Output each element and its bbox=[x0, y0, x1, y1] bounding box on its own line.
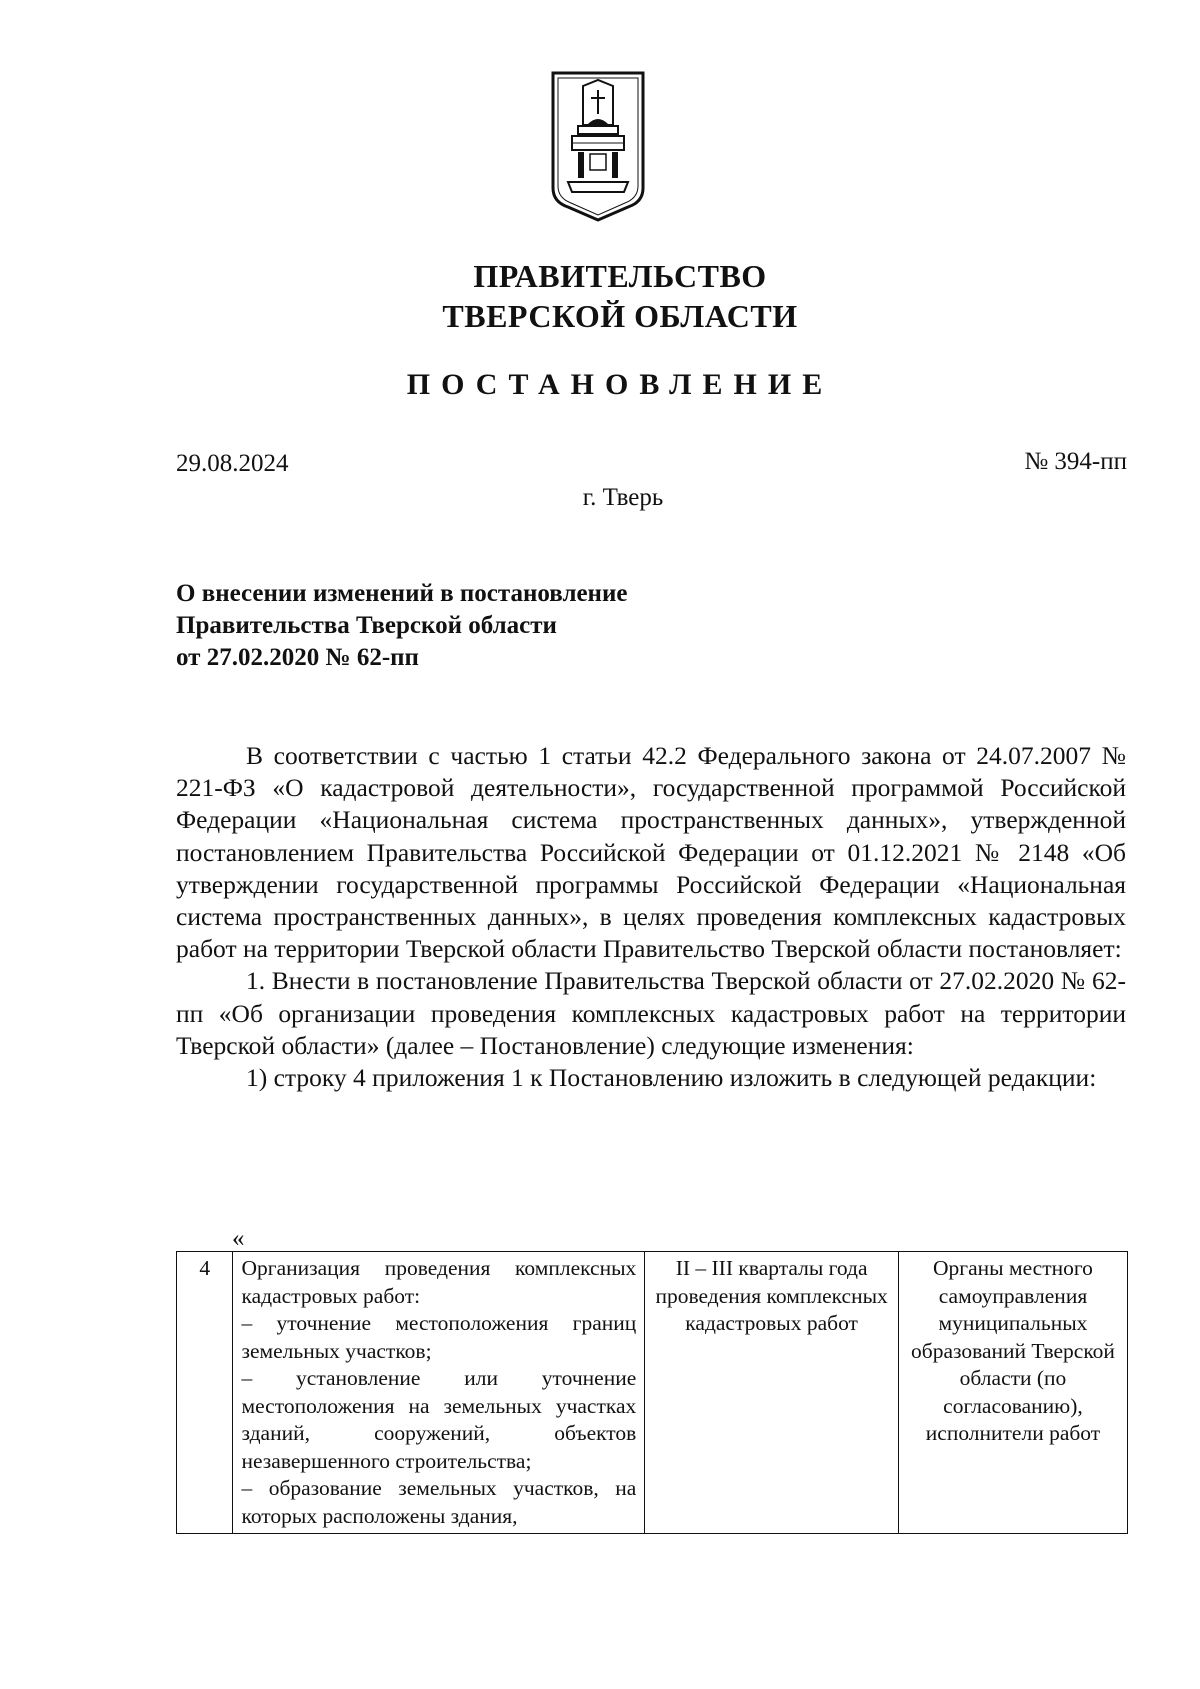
document-number: № 394-пп bbox=[1024, 448, 1127, 475]
item-1-paragraph: 1. Внести в постановление Правительства Тверской области от 27.02.2020 № 62-пп «Об организации проведения комплексных кадастровых работ на территории Тверской области» (далее – Постановление) следующие изменения: bbox=[176, 966, 1126, 1060]
subject-line3: от 27.02.2020 № 62-пп bbox=[176, 644, 419, 671]
item-1-1-paragraph: 1) строку 4 приложения 1 к Постановлению изложить в следующей редакции: bbox=[246, 1063, 1097, 1093]
subject-line2: Правительства Тверской области bbox=[176, 612, 557, 639]
description-line: – установление или уточнение местоположения на земельных участках зданий, сооружений, объектов незавершенного строительства; bbox=[241, 1366, 637, 1473]
description-cell bbox=[233, 1252, 645, 1534]
document-subject bbox=[176, 578, 627, 674]
description-line: Организация проведения комплексных кадастровых работ: bbox=[241, 1256, 637, 1308]
tver-coat-of-arms-icon bbox=[550, 70, 646, 222]
responsible-cell: Органы местного самоуправления муниципальных образований Тверской области (по согласованию), исполнители работ bbox=[898, 1252, 1127, 1534]
subject-line1: О внесении изменений в постановление bbox=[176, 580, 628, 607]
period-cell: II – III кварталы года проведения комплексных кадастровых работ bbox=[645, 1252, 899, 1534]
document-city: г. Тверь bbox=[582, 484, 664, 511]
description-line: – уточнение местоположения границ земельных участков; bbox=[241, 1311, 637, 1363]
government-name bbox=[0, 256, 1200, 336]
table-row bbox=[177, 1252, 1128, 1534]
document-type: ПОСТАНОВЛЕНИЕ bbox=[406, 368, 834, 401]
open-quote-mark: « bbox=[232, 1225, 245, 1252]
row-number-cell: 4 bbox=[177, 1252, 233, 1534]
document-date: 29.08.2024 bbox=[176, 450, 289, 477]
preamble-paragraph: В соответствии с частью 1 статьи 42.2 Федерального закона от 24.07.2007 № 221-ФЗ «О кадастровой деятельности», государственной программой Российской Федерации «Национальная система пространственных данных», утвержденной постановлением Правительства Российской Федерации от 01.12.2021 № 2148 «Об утверждении государственной программы Российской Федерации «Национальная система пространственных данных», в целях проведения комплексных кадастровых работ на территории Тверской области Правительство Тверской области постановляет: bbox=[176, 741, 1126, 964]
document-body bbox=[176, 740, 1126, 1094]
description-line: – образование земельных участков, на которых расположены здания, bbox=[241, 1476, 637, 1528]
government-name-line2: ТВЕРСКОЙ ОБЛАСТИ bbox=[442, 298, 798, 334]
amendment-table bbox=[176, 1251, 1128, 1534]
government-name-line1: ПРАВИТЕЛЬСТВО bbox=[473, 258, 767, 294]
